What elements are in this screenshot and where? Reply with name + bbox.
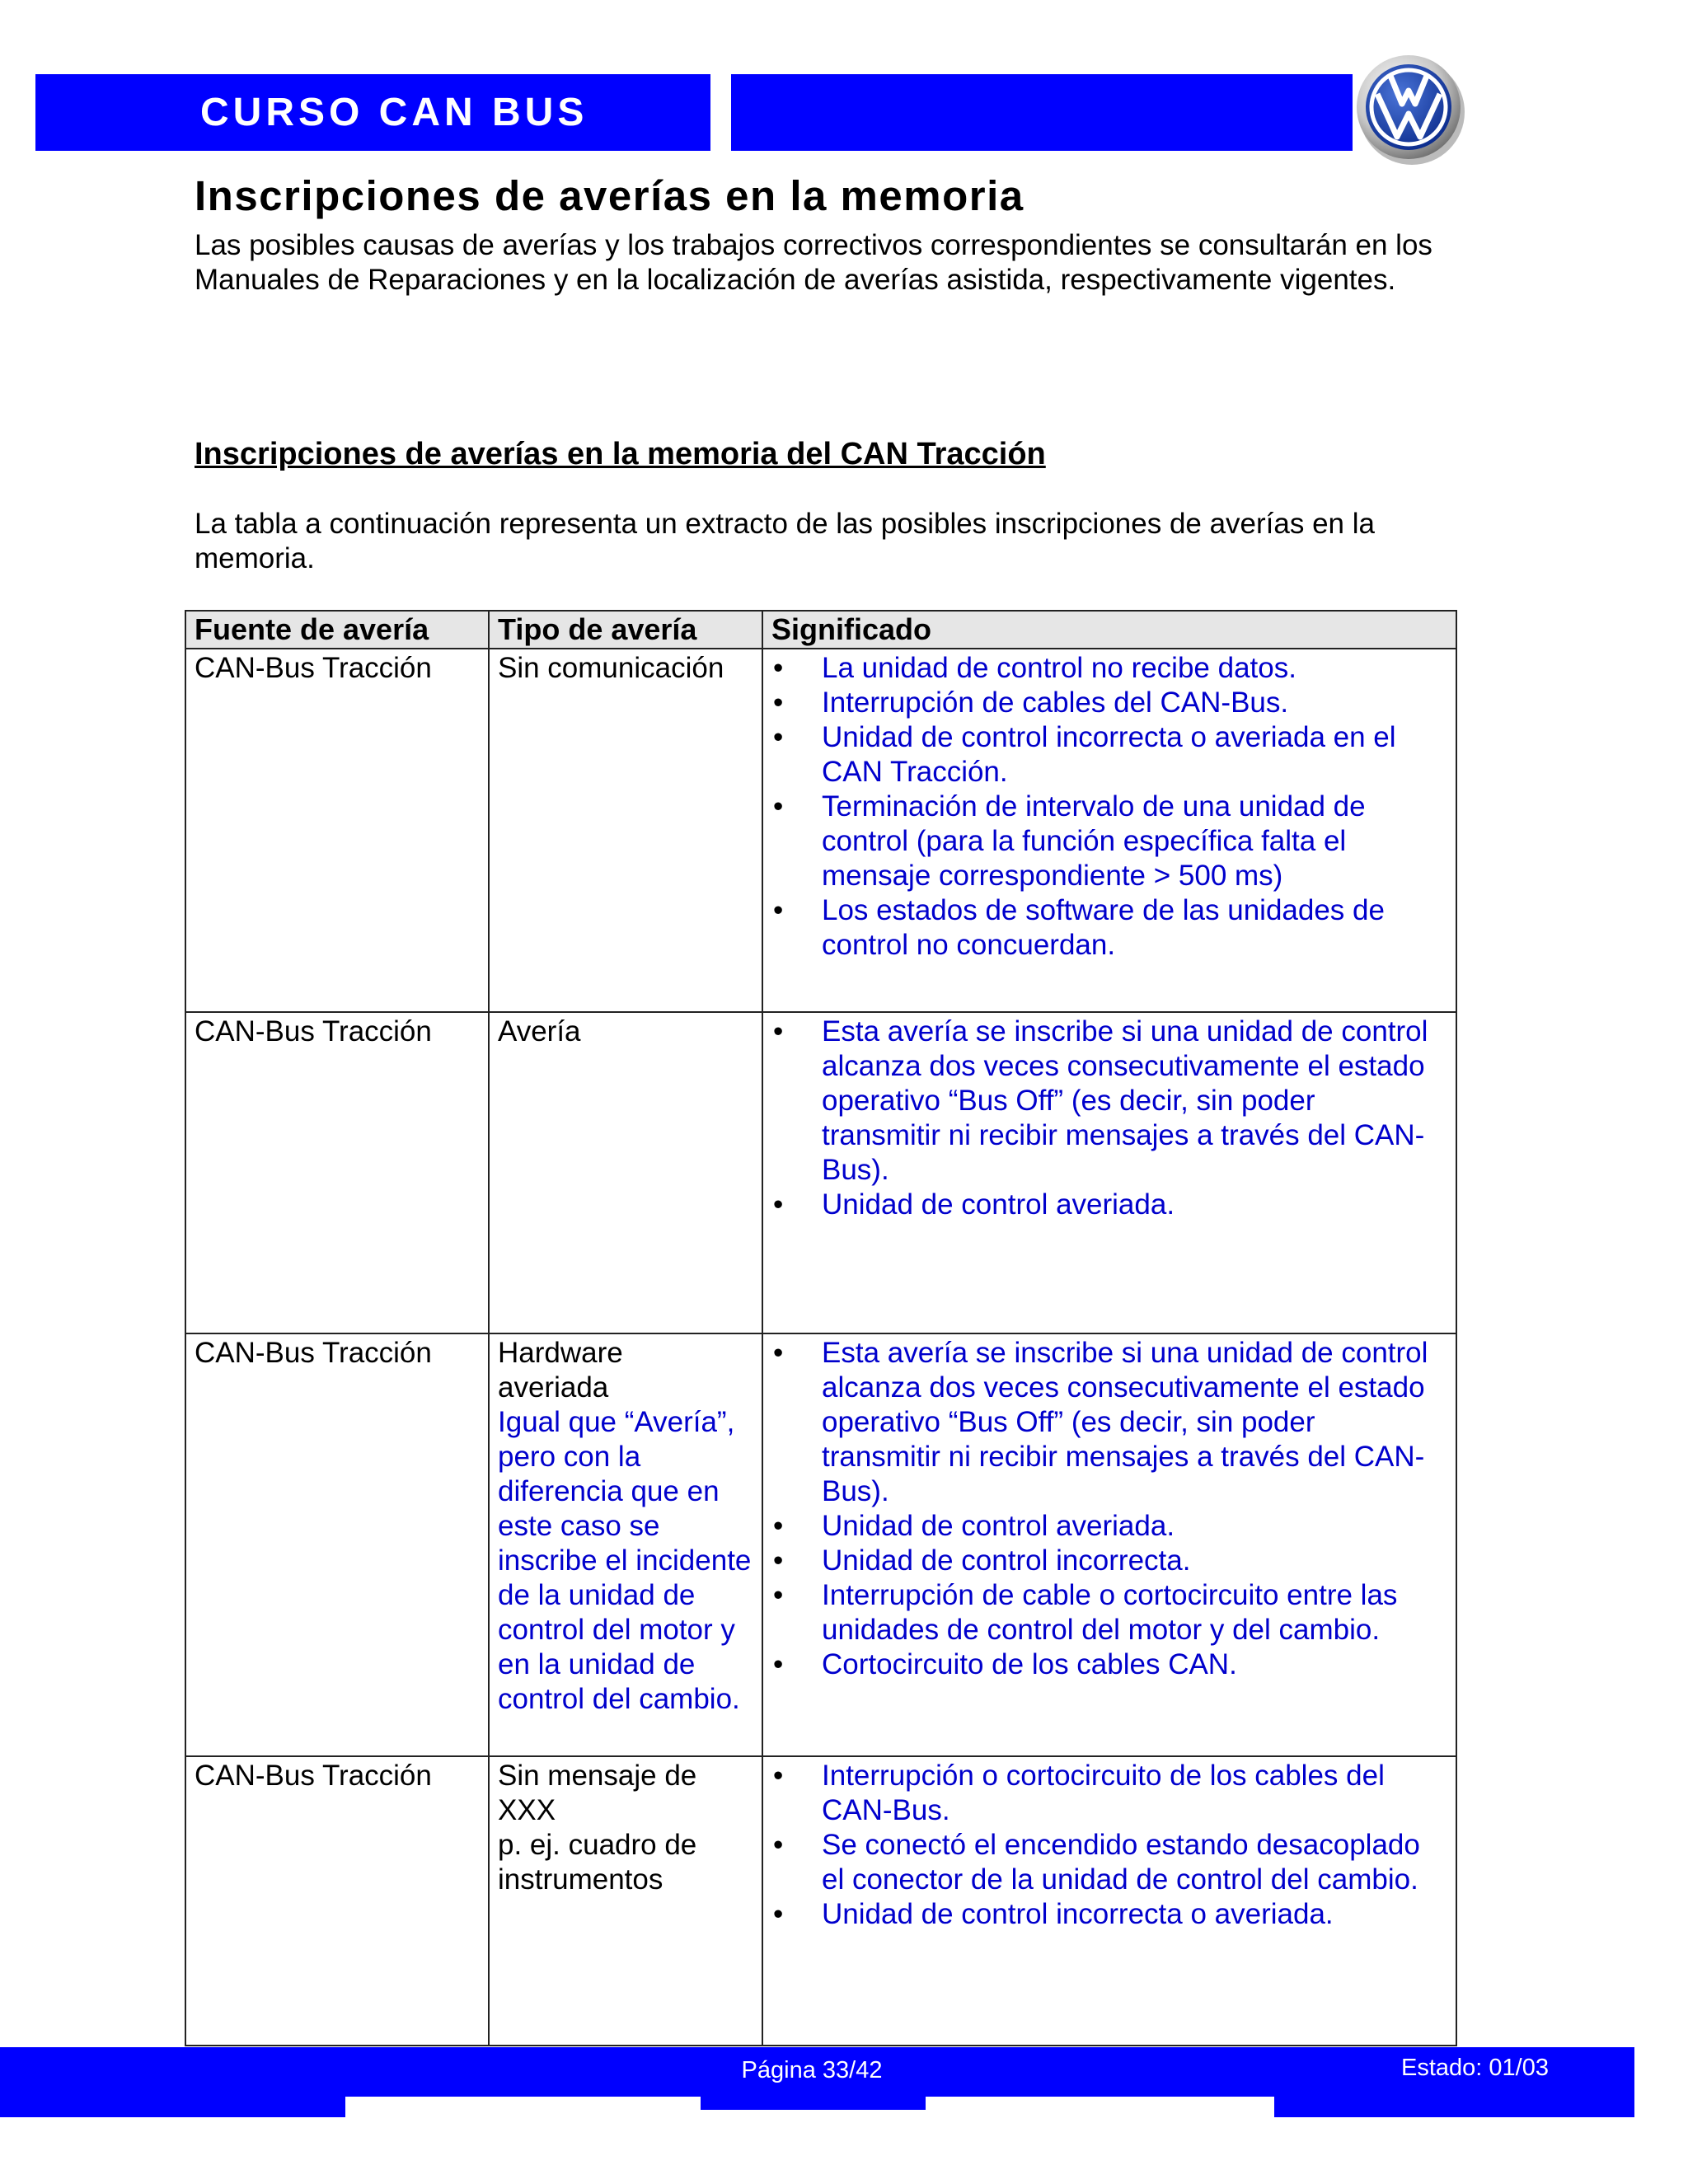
fault-source-cell: CAN-Bus Tracción bbox=[185, 1756, 489, 2046]
meaning-bullet: • Los estados de software de las unidades de control no concuerdan. bbox=[771, 893, 1439, 963]
meaning-bullet: • Interrupción de cables del CAN-Bus. bbox=[771, 686, 1439, 720]
fault-meaning-cell bbox=[762, 1333, 1456, 1756]
meaning-bullet: • Unidad de control averiada. bbox=[771, 1509, 1439, 1544]
table-intro-paragraph: La tabla a continuación representa un extracto de las posibles inscripciones de averías en la memoria. bbox=[195, 508, 1375, 574]
meaning-bullet: • Terminación de intervalo de una unidad de control (para la función específica falta el mensaje correspondiente > 500 ms) bbox=[771, 790, 1439, 893]
meaning-bullet: • Unidad de control incorrecta o averiada. bbox=[771, 1897, 1439, 1932]
vw-logo-icon bbox=[1354, 51, 1466, 168]
table-row bbox=[185, 649, 1456, 1012]
fault-meaning-cell bbox=[762, 649, 1456, 1012]
meaning-bullet: • Interrupción o cortocircuito de los cables del CAN-Bus. bbox=[771, 1759, 1439, 1828]
fault-source-cell: CAN-Bus Tracción bbox=[185, 1012, 489, 1333]
header-bar bbox=[731, 74, 1353, 151]
table-header-row bbox=[185, 611, 1456, 649]
meaning-bullet: • La unidad de control no recibe datos. bbox=[771, 651, 1439, 686]
intro-paragraph: Las posibles causas de averías y los trabajos correctivos correspondientes se consultarán en los Manuales de Reparaciones y en la localización de averías asistida, respectivamente vigentes. bbox=[195, 229, 1432, 296]
meaning-bullet: • Unidad de control incorrecta. bbox=[771, 1544, 1439, 1578]
meaning-bullet: • Esta avería se inscribe si una unidad de control alcanza dos veces consecutivamente el estado operativo “Bus Off” (es decir, sin poder transmitir ni recibir mensajes a través del CAN-Bus). bbox=[771, 1336, 1439, 1509]
course-title: CURSO CAN BUS bbox=[200, 91, 588, 134]
fault-meaning-cell bbox=[762, 1012, 1456, 1333]
page-title: Inscripciones de averías en la memoria bbox=[195, 172, 1025, 219]
fault-source-cell: CAN-Bus Tracción bbox=[185, 1333, 489, 1756]
meaning-bullet: • Cortocircuito de los cables CAN. bbox=[771, 1647, 1439, 1682]
fault-type-cell bbox=[489, 1333, 762, 1756]
footer-tab bbox=[0, 2093, 345, 2117]
meaning-bullet: • Se conectó el encendido estando desacoplado el conector de la unidad de control del cambio. bbox=[771, 1828, 1439, 1897]
meaning-bullet: • Interrupción de cable o cortocircuito entre las unidades de control del motor y del cambio. bbox=[771, 1578, 1439, 1647]
meaning-bullet: • Unidad de control incorrecta o averiada en el CAN Tracción. bbox=[771, 720, 1439, 790]
fault-table bbox=[185, 610, 1457, 2046]
fault-type-cell: Avería bbox=[489, 1012, 762, 1333]
table-row bbox=[185, 1012, 1456, 1333]
document-status: Estado: 01/03 bbox=[1401, 2055, 1549, 2081]
meaning-bullet: • Esta avería se inscribe si una unidad de control alcanza dos veces consecutivamente el estado operativo “Bus Off” (es decir, sin poder transmitir ni recibir mensajes a través del CAN-Bus). bbox=[771, 1015, 1439, 1188]
column-header-source: Fuente de avería bbox=[185, 611, 489, 649]
column-header-type: Tipo de avería bbox=[489, 611, 762, 649]
footer-tab bbox=[701, 2093, 926, 2110]
section-subheading: Inscripciones de averías en la memoria del CAN Tracción bbox=[195, 437, 1046, 471]
fault-type-example: p. ej. cuadro de instrumentos bbox=[498, 1829, 697, 1896]
fault-type-label: Sin mensaje de XXX bbox=[498, 1760, 697, 1826]
meaning-bullet: • Unidad de control averiada. bbox=[771, 1188, 1439, 1222]
footer-tab bbox=[1274, 2093, 1634, 2117]
column-header-meaning: Significado bbox=[762, 611, 1456, 649]
table-row bbox=[185, 1333, 1456, 1756]
table-row bbox=[185, 1756, 1456, 2046]
fault-type-cell bbox=[489, 1756, 762, 2046]
fault-type-label: Hardware averiada bbox=[498, 1337, 623, 1404]
fault-type-note: Igual que “Avería”, pero con la diferencia que en este caso se inscribe el incidente de la unidad de control del motor y en la unidad de control del cambio. bbox=[498, 1406, 752, 1715]
header-banner bbox=[35, 74, 710, 151]
fault-type-cell: Sin comunicación bbox=[489, 649, 762, 1012]
fault-source-cell: CAN-Bus Tracción bbox=[185, 649, 489, 1012]
fault-meaning-cell bbox=[762, 1756, 1456, 2046]
page-number: Página 33/42 bbox=[741, 2057, 883, 2083]
